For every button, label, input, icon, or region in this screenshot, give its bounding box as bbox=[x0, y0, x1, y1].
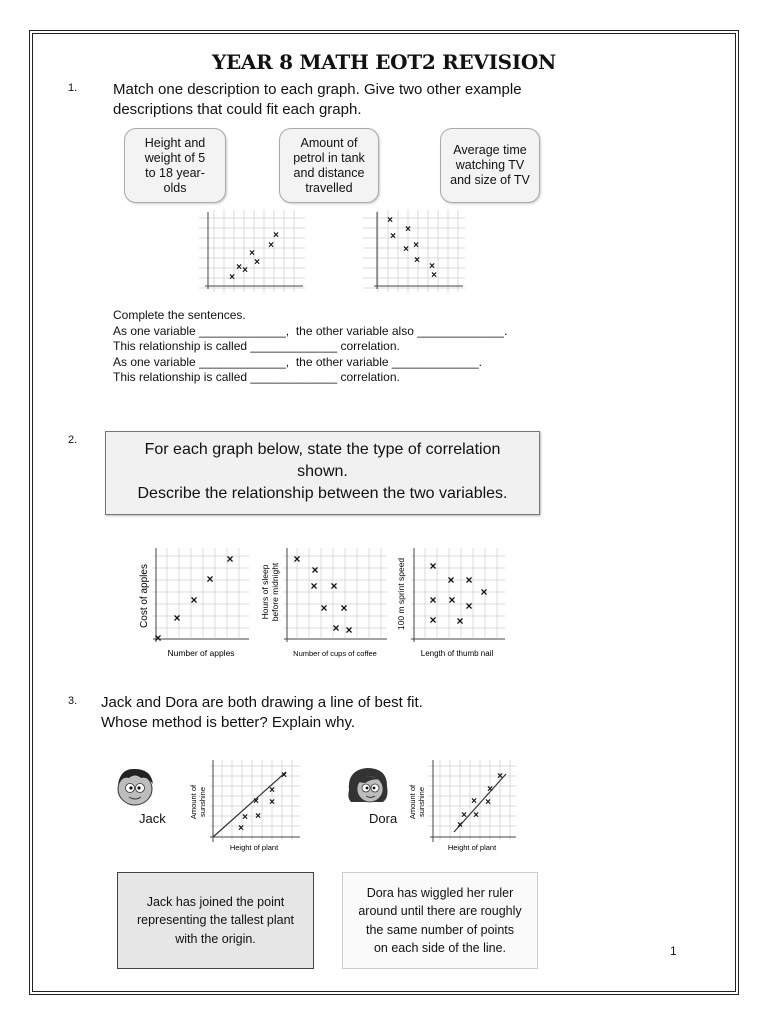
card-line: Height and bbox=[144, 135, 206, 150]
q2-graph-apples bbox=[139, 546, 251, 662]
svg-text:×: × bbox=[310, 579, 318, 593]
svg-text:×: × bbox=[497, 771, 503, 782]
svg-text:×: × bbox=[465, 573, 473, 587]
svg-text:×: × bbox=[340, 601, 348, 615]
q1-graph-negative bbox=[363, 210, 465, 292]
card-line: travelled bbox=[305, 180, 353, 195]
svg-text:×: × bbox=[330, 579, 338, 593]
svg-text:×: × bbox=[429, 593, 437, 607]
page-number: 1 bbox=[670, 944, 677, 958]
note-line: Dora has wiggled her ruler bbox=[366, 885, 514, 900]
axis-label-y: Cost of apples bbox=[139, 564, 150, 628]
jack-avatar bbox=[113, 764, 159, 808]
svg-text:×: × bbox=[485, 797, 491, 808]
jack-method-box bbox=[117, 872, 314, 969]
dora-graph bbox=[406, 758, 518, 854]
card-line: and size of TV bbox=[450, 173, 530, 187]
svg-text:×: × bbox=[480, 585, 488, 599]
question-2-line-2: shown. bbox=[297, 463, 348, 480]
svg-text:×: × bbox=[448, 593, 456, 607]
svg-text:×: × bbox=[387, 215, 393, 226]
sentence-heading: Complete the sentences. bbox=[113, 308, 246, 322]
svg-text:×: × bbox=[238, 823, 244, 834]
question-3-line-1: Jack and Dora are both drawing a line of best fit. bbox=[101, 694, 423, 711]
svg-text:×: × bbox=[242, 812, 248, 823]
svg-text:×: × bbox=[173, 611, 181, 625]
card-line: and distance bbox=[293, 165, 365, 180]
question-2-box bbox=[105, 431, 540, 515]
svg-text:×: × bbox=[345, 623, 353, 637]
svg-text:×: × bbox=[206, 572, 214, 586]
description-card-petrol bbox=[279, 128, 379, 203]
svg-text:×: × bbox=[249, 248, 255, 259]
svg-text:×: × bbox=[456, 614, 464, 628]
axis-label-y-1: Hours of sleep bbox=[260, 564, 270, 620]
svg-text:×: × bbox=[429, 559, 437, 573]
note-line: around until there are roughly bbox=[358, 904, 522, 918]
sentence-line: As one variable _____________, the other variable _____________. bbox=[113, 354, 482, 369]
axis-label-x: Number of apples bbox=[167, 648, 235, 658]
axis-label-y: 100 m sprint speed bbox=[396, 557, 406, 631]
question-3-text bbox=[101, 693, 423, 733]
svg-text:×: × bbox=[320, 601, 328, 615]
svg-text:×: × bbox=[236, 262, 242, 273]
svg-text:×: × bbox=[431, 270, 437, 281]
q2-graph-coffee bbox=[257, 546, 389, 662]
svg-text:×: × bbox=[311, 563, 319, 577]
note-line: on each side of the line. bbox=[373, 941, 507, 955]
note-line: Jack has joined the point bbox=[146, 894, 285, 909]
svg-text:×: × bbox=[242, 265, 248, 276]
question-2-number: 2. bbox=[68, 434, 78, 446]
svg-text:×: × bbox=[405, 224, 411, 235]
svg-text:×: × bbox=[268, 240, 274, 251]
svg-text:×: × bbox=[269, 797, 275, 808]
svg-text:×: × bbox=[429, 613, 437, 627]
svg-text:×: × bbox=[190, 593, 198, 607]
page-title: YEAR 8 MATH EOT2 REVISION bbox=[212, 50, 556, 74]
axis-label-y-2: sunshine bbox=[417, 786, 426, 818]
svg-text:×: × bbox=[429, 261, 435, 272]
card-line: olds bbox=[163, 180, 187, 195]
svg-text:×: × bbox=[281, 770, 287, 781]
question-2-line-3: Describe the relationship between the two variables. bbox=[137, 485, 508, 502]
jack-name: Jack bbox=[139, 811, 166, 826]
question-1-number: 1. bbox=[68, 82, 78, 94]
svg-text:×: × bbox=[253, 796, 259, 807]
question-1-line-1: Match one description to each graph. Give two other example bbox=[113, 81, 522, 98]
svg-text:×: × bbox=[254, 257, 260, 268]
description-card-height-weight bbox=[124, 128, 226, 203]
svg-text:×: × bbox=[461, 810, 467, 821]
axis-label-y-2: before midnight bbox=[270, 562, 280, 622]
card-line: weight of 5 bbox=[144, 150, 206, 165]
question-3-number: 3. bbox=[68, 695, 78, 707]
dora-avatar bbox=[345, 764, 393, 808]
card-line: petrol in tank bbox=[293, 150, 365, 165]
svg-text:×: × bbox=[447, 573, 455, 587]
svg-text:×: × bbox=[471, 796, 477, 807]
svg-text:×: × bbox=[457, 820, 463, 831]
card-line: watching TV bbox=[455, 158, 525, 172]
axis-label-x: Height of plant bbox=[447, 843, 497, 852]
axis-label-x: Number of cups of coffee bbox=[293, 649, 377, 658]
question-1-line-2: descriptions that could fit each graph. bbox=[113, 101, 362, 118]
sentence-line: This relationship is called _____________ correlation. bbox=[113, 370, 400, 384]
svg-text:×: × bbox=[269, 785, 275, 796]
question-2-line-1: For each graph below, state the type of correlation bbox=[144, 441, 501, 458]
svg-text:×: × bbox=[154, 631, 162, 645]
svg-text:×: × bbox=[255, 811, 261, 822]
svg-text:×: × bbox=[226, 552, 234, 566]
dora-name: Dora bbox=[369, 811, 398, 826]
card-line: Average time bbox=[453, 143, 527, 157]
question-1-text bbox=[113, 80, 522, 120]
svg-text:×: × bbox=[403, 244, 409, 255]
axis-label-y-2: sunshine bbox=[198, 786, 207, 818]
question-3-line-2: Whose method is better? Explain why. bbox=[101, 714, 356, 731]
note-line: the same number of points bbox=[366, 922, 514, 937]
axis-label-y-1: Amount of bbox=[189, 784, 198, 820]
q2-graph-thumbnail bbox=[395, 546, 507, 662]
axis-label-y-1: Amount of bbox=[408, 784, 417, 820]
svg-text:×: × bbox=[293, 552, 301, 566]
svg-text:×: × bbox=[273, 230, 279, 241]
svg-text:×: × bbox=[413, 240, 419, 251]
svg-text:×: × bbox=[229, 272, 235, 283]
sentence-line: This relationship is called _____________ correlation. bbox=[113, 339, 400, 353]
svg-text:×: × bbox=[487, 784, 493, 795]
q1-graph-positive bbox=[199, 210, 305, 292]
card-line: Amount of bbox=[300, 135, 358, 150]
note-line: representing the tallest plant bbox=[136, 913, 295, 928]
complete-sentences bbox=[113, 308, 507, 386]
svg-text:×: × bbox=[390, 231, 396, 242]
svg-text:×: × bbox=[465, 599, 473, 613]
svg-text:×: × bbox=[332, 621, 340, 635]
description-card-tv bbox=[440, 128, 540, 203]
svg-text:×: × bbox=[414, 255, 420, 266]
jack-graph bbox=[188, 758, 302, 854]
axis-label-x: Height of plant bbox=[229, 843, 279, 852]
axis-label-x: Length of thumb nail bbox=[420, 649, 494, 658]
card-line: to 18 year- bbox=[145, 165, 205, 180]
dora-method-box bbox=[342, 872, 538, 969]
svg-text:×: × bbox=[473, 810, 479, 821]
note-line: with the origin. bbox=[175, 931, 256, 946]
sentence-line: As one variable _____________, the other variable also _____________. bbox=[113, 323, 508, 338]
